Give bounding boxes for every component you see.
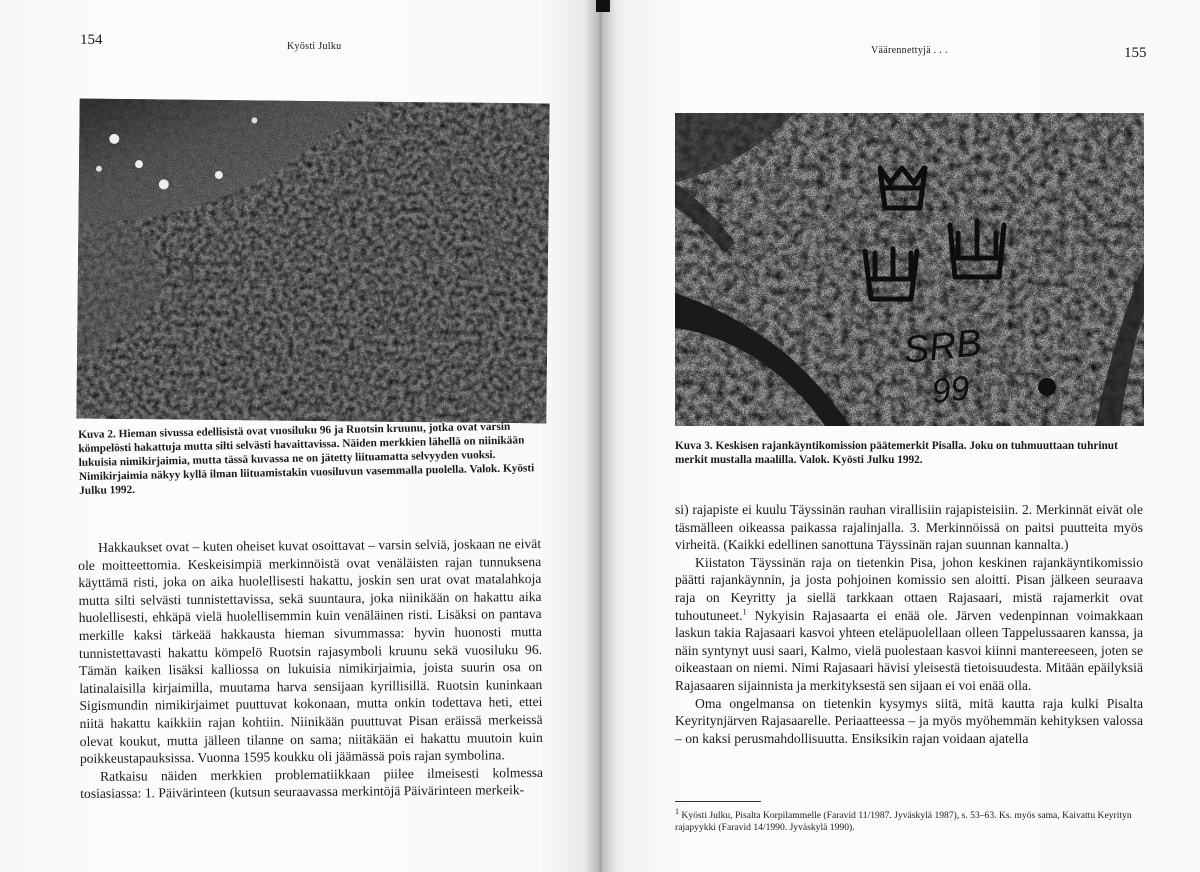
photo-boundary-marks-pisa xyxy=(675,113,1144,426)
paragraph: Kiistaton Täyssinän raja on tietenkin Pisa, johon keskinen rajankäyntikomissio päätti rajankäynnin, ja josta pohjoinen komissio sen aloitti. Pisan jälkeen seuraava raja on Keyritty ja siellä tarkkaan ottaen Rajasaari, mistä rajamerkit ovat tuhoutuneet.$^1$ Nykyisin Rajasaarta ei enää ole. Järven vedenpinnan voimakkaan laskun takia Rajasaari kasvoi yhteen eteläpuolellaan olleen Tappelussaaren kanssa, ja näin syntynyt uusi saari, Kalmo, vielä puolestaan kasvoi kiinni mantereeseen, joten se oikeastaan on niemi. Nimi Rajasaari hävisi yleisestä tietoisuudesta. Mitään epäilyksiä Rajasaaren sijainnista ja merkityksestä sen sijaan ei voi enää olla. xyxy=(675,554,1143,693)
page-number: 155 xyxy=(1124,45,1147,61)
right-page xyxy=(600,0,1200,872)
right-body-text xyxy=(675,501,1143,747)
footnote-ref[interactable]: 1 xyxy=(742,607,747,617)
footnote: $^1$ Kyösti Julku, Pisalta Korpilammelle (Faravid 11/1987. Jyväskylä 1987), s. 53–63. Ks. myös sama, Kaivattu Keyrityn rajapyykki (Faravid 14/1990. Jyväskylä 1990). xyxy=(675,806,1132,833)
paragraph: Ratkaisu näiden merkkien problematiikkaan piilee ilmeisesti kolmessa tosiasiassa: 1. Päivärinteen (kutsun seuraavassa merkintöjä Päivärinteen merkeik- xyxy=(80,764,544,802)
footnote-rule xyxy=(675,801,761,802)
gutter-shadow xyxy=(596,0,610,12)
paragraph: si) rajapiste ei kuulu Täyssinän rauhan virallisiin rajapisteisiin. 2. Merkinnät eivät ole täsmälleen oikeassa paikassa rajalinjalla. 3. Merkinnöissä on paitsi puutteita myös virheitä. (Kaikki edellinen sanottuna Täyssinän rajan suunnan kannalta.) xyxy=(675,502,1143,553)
left-body-text xyxy=(78,535,543,803)
book-gutter xyxy=(584,0,616,872)
photo-rock-carving-crown-96 xyxy=(76,99,549,424)
figure-caption-2: Kuva 2. Hieman sivussa edellisistä ovat vuosiluku 96 ja Ruotsin kruunu, jotka ovat varsin kömpelösti hakattuja mutta silti selvästi havaittavissa. Näiden merkkien lähellä on niinikään lukuisia nimikirjaimia, mutta tässä kuvassa ne on jätetty liituamatta selvyyden vuoksi. Nimikirjaimia näkyy kyllä ilman liituamistakin vuosiluvun vasemmalla puolella. Valok. Kyösti Julku 1992. xyxy=(78,420,535,497)
paragraph: Hakkaukset ovat – kuten oheiset kuvat osoittavat – varsin selviä, joskaan ne eivät ole moitteettomia. Keskeisimpiä merkinnöistä ovat venäläisten rajan tunnuksena käyttämä risti, joka on aika huolellisesti hakattu, joskin sen urat ovat matalahkoja mutta silti selvästi tunnistettavissa, sekä suuntaura, joka niinikään on hakattu aika huolellisesti, ehkäpä vielä huolellisemmin kuin venäläinen risti. Lisäksi on pantava merkille kaksi tärkeää hakkausta hieman sivummassa: hyvin huonosti mutta tunnistettavasti hakattu kömpelö Ruotsin rajasymboli kruunu sekä vuosiluku 96. Tämän kaiken lisäksi kalliossa on lukuisia nimikirjaimia, joista suurin osa on latinalaisilla kirjaimilla, muutama harva sensijaan kyrillisillä. Ruotsin kuninkaan Sigismundin nimikirjaimet puuttuvat kokonaan, mutta onkin todettava heti, ettei niitä hakattu kaikkiin rajan kohtiin. Niinikään puuttuvat Pisan eräissä merkeissä olevat koukut, mutta jälleen tilanne on sama; niitäkään ei hakattu muutoin kuin poikkeustapauksissa. Vuonna 1595 koukku oli jäämässä pois rajan symbolina. xyxy=(78,535,543,767)
inscription-year: 99 xyxy=(929,369,972,411)
figure-caption-3: Kuva 3. Keskisen rajankäyntikomission päätemerkit Pisalla. Joku on tuhmuuttaan tuhrinut merkit mustalla maalilla. Valok. Kyösti Julku 1992. xyxy=(675,440,1118,466)
running-head: Väärennettyjä . . . xyxy=(871,45,948,56)
inscription-letters: SRB xyxy=(901,322,984,372)
running-head: Kyösti Julku xyxy=(287,41,342,52)
paragraph: Oma ongelmansa on tietenkin kysymys siitä, mitä kautta raja kulki Pisalta Keyritynjärven Rajasaarelle. Periaatteessa – ja myös myöhemmän kehityksen valossa – on kaksi perusmahdollisuutta. Ensiksikin rajan voidaan ajatella xyxy=(675,695,1143,746)
page-number: 154 xyxy=(80,32,103,48)
